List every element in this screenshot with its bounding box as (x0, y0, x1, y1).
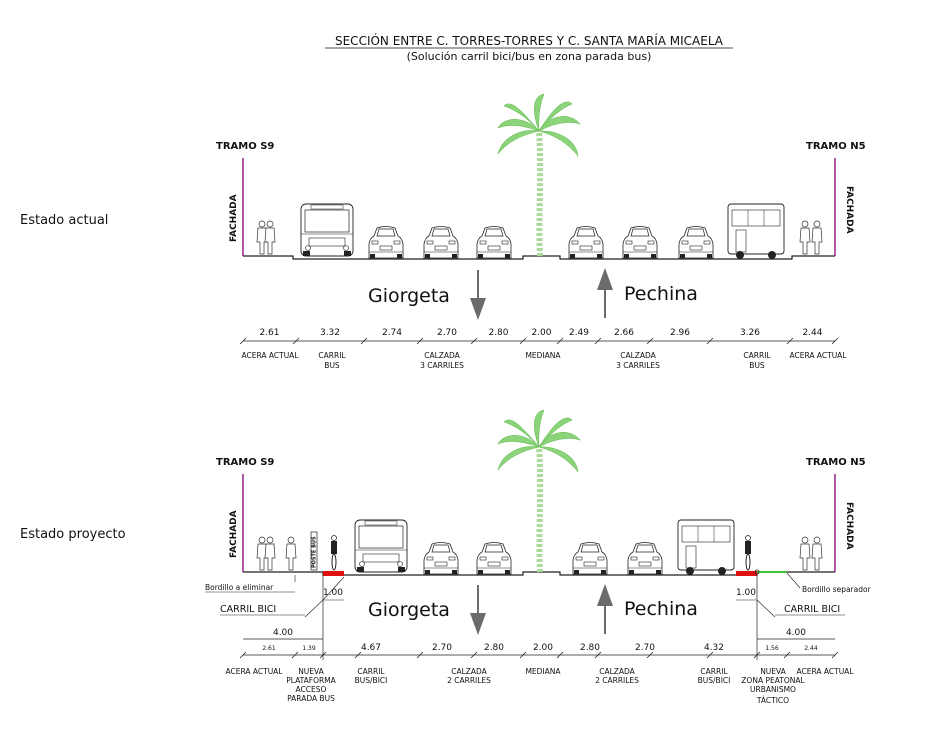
pedestrian-icon (265, 221, 275, 254)
bici-width-right: 1.00 (735, 588, 757, 598)
car-icon (477, 227, 511, 259)
dimension-value: 2.61 (259, 328, 280, 338)
dimension-value: 2.74 (381, 328, 403, 338)
fachada-right-2: FACHADA (844, 502, 854, 550)
label-carril-bus: CARRIL (318, 351, 346, 360)
direction-left-label-2: Giorgeta (368, 599, 450, 621)
label-carril-bus-right: CARRIL (743, 351, 771, 360)
label-calzada-2: 3 CARRILES (420, 361, 464, 370)
dimension-value: 2.80 (488, 328, 509, 338)
total-left-width: 4.00 (272, 628, 294, 638)
label-carril-right-2: BUS/BICI (697, 676, 731, 685)
pedestrian-icon (286, 537, 296, 570)
tramo-right-label-2: TRAMO N5 (806, 457, 866, 468)
car-icon (679, 227, 713, 259)
dimension-value: 2.80 (579, 643, 601, 653)
diagram-subtitle: (Solución carril bici/bus en zona parada bus) (406, 50, 652, 63)
direction-right-label: Pechina (624, 283, 698, 305)
label-nueva-2: PLATAFORMA (286, 676, 336, 685)
label-carril-left: CARRIL (357, 667, 385, 676)
label-carril-bus-2: BUS (324, 361, 340, 370)
pedestrian-icon (800, 537, 810, 570)
dimension-value: 2.00 (531, 328, 552, 338)
bus-icon (355, 520, 407, 572)
cyclist-icon (331, 536, 337, 571)
section-estado-proyecto (20, 410, 872, 705)
carril-bici-left-label: CARRIL BICI (220, 604, 277, 615)
tramo-right-label: TRAMO N5 (806, 141, 866, 152)
label-calzada-right: CALZADA (620, 351, 656, 360)
palm-tree-icon (498, 94, 580, 256)
tramo-left-label-2: TRAMO S9 (216, 457, 275, 468)
dimension-value-small: 2.44 (804, 645, 818, 652)
label-acera-left-2: ACERA ACTUAL (225, 667, 283, 676)
car-icon (573, 543, 607, 575)
label-calzada: CALZADA (424, 351, 460, 360)
label-nueva-3: ACCESO (295, 685, 327, 694)
pedestrian-icon (265, 537, 275, 570)
label-mediana: MEDIANA (525, 351, 561, 360)
poste-bus-label: POSTE BUS (311, 536, 318, 568)
dimension-value: 2.70 (431, 643, 453, 653)
bus-side-icon (728, 204, 784, 259)
dimension-value: 2.96 (669, 328, 691, 338)
dimension-value: 2.70 (634, 643, 656, 653)
dimension-line-proyecto (240, 643, 838, 658)
label-calzada-left: CALZADA (451, 667, 487, 676)
palm-tree-icon (498, 410, 580, 572)
arrow-down-head-icon (470, 613, 486, 635)
label-carril-left-2: BUS/BICI (354, 676, 388, 685)
label-zona-3: URBANISMO (750, 685, 796, 694)
fachada-right: FACHADA (844, 186, 854, 234)
car-icon (628, 543, 662, 575)
bordillo-separador-label: Bordillo separador (802, 585, 871, 594)
dimension-value-small: 2.61 (262, 645, 276, 652)
label-zona-1: NUEVA (760, 667, 786, 676)
dimension-value: 4.32 (703, 643, 725, 653)
dimension-value: 2.80 (483, 643, 505, 653)
label-acera-right-2: ACERA ACTUAL (796, 667, 854, 676)
label-acera-right: ACERA ACTUAL (789, 351, 847, 360)
dimension-value: 2.49 (568, 328, 590, 338)
pedestrian-icon (812, 221, 822, 254)
bike-lane-left (323, 571, 344, 576)
dimension-value: 2.00 (532, 643, 554, 653)
label-zona-4: TÁCTICO (756, 696, 790, 705)
label-nueva-4: PARADA BUS (287, 694, 335, 703)
carril-bici-right-label: CARRIL BICI (784, 604, 841, 615)
label-nueva-1: NUEVA (298, 667, 324, 676)
dimension-line-actual (240, 328, 838, 344)
dimension-value: 3.26 (739, 328, 761, 338)
dimension-value-small: 1.39 (302, 645, 316, 652)
car-icon (424, 227, 458, 259)
direction-right-label-2: Pechina (624, 598, 698, 620)
arrow-down-head-icon (470, 298, 486, 320)
total-right-width: 4.00 (785, 628, 807, 638)
bike-lane-right (736, 571, 757, 576)
pedestrian-icon (800, 221, 810, 254)
state-label-proyecto: Estado proyecto (20, 527, 126, 542)
dimension-value: 2.66 (613, 328, 635, 338)
arrow-up-head-icon (597, 584, 613, 606)
pedestrian-icon (812, 537, 822, 570)
dimension-value-small: 1.56 (765, 645, 779, 652)
arrow-up-head-icon (597, 268, 613, 290)
bus-side-icon (678, 520, 734, 575)
label-carril-bus-right-2: BUS (749, 361, 765, 370)
diagram-title: SECCIÓN ENTRE C. TORRES-TORRES Y C. SANTA MARÍA MICAELA (334, 34, 724, 48)
ground-profile (243, 256, 835, 259)
fachada-left-2: FACHADA (229, 510, 239, 558)
label-mediana-2: MEDIANA (525, 667, 561, 676)
bordillo-eliminar-label: Bordillo a eliminar (205, 583, 274, 592)
bus-icon (301, 204, 353, 256)
label-calzada-left-2: 2 CARRILES (447, 676, 491, 685)
car-icon (369, 227, 403, 259)
label-calzada-right-3: CALZADA (599, 667, 635, 676)
tramo-left-label: TRAMO S9 (216, 141, 275, 152)
section-estado-actual (20, 94, 866, 370)
dimension-value: 4.67 (360, 643, 382, 653)
car-icon (424, 543, 458, 575)
state-label-actual: Estado actual (20, 213, 109, 228)
bici-width-left: 1.00 (322, 588, 344, 598)
label-calzada-right-4: 2 CARRILES (595, 676, 639, 685)
cyclist-icon (745, 536, 751, 571)
dimension-value: 2.70 (436, 328, 458, 338)
dimension-value: 3.32 (319, 328, 341, 338)
label-zona-2: ZONA PEATONAL (741, 676, 805, 685)
dimension-value: 2.44 (802, 328, 823, 338)
label-acera-left: ACERA ACTUAL (241, 351, 299, 360)
label-calzada-right-2: 3 CARRILES (616, 361, 660, 370)
car-icon (623, 227, 657, 259)
car-icon (477, 543, 511, 575)
fachada-left: FACHADA (229, 194, 239, 242)
direction-left-label: Giorgeta (368, 285, 450, 307)
label-carril-right: CARRIL (700, 667, 728, 676)
car-icon (569, 227, 603, 259)
